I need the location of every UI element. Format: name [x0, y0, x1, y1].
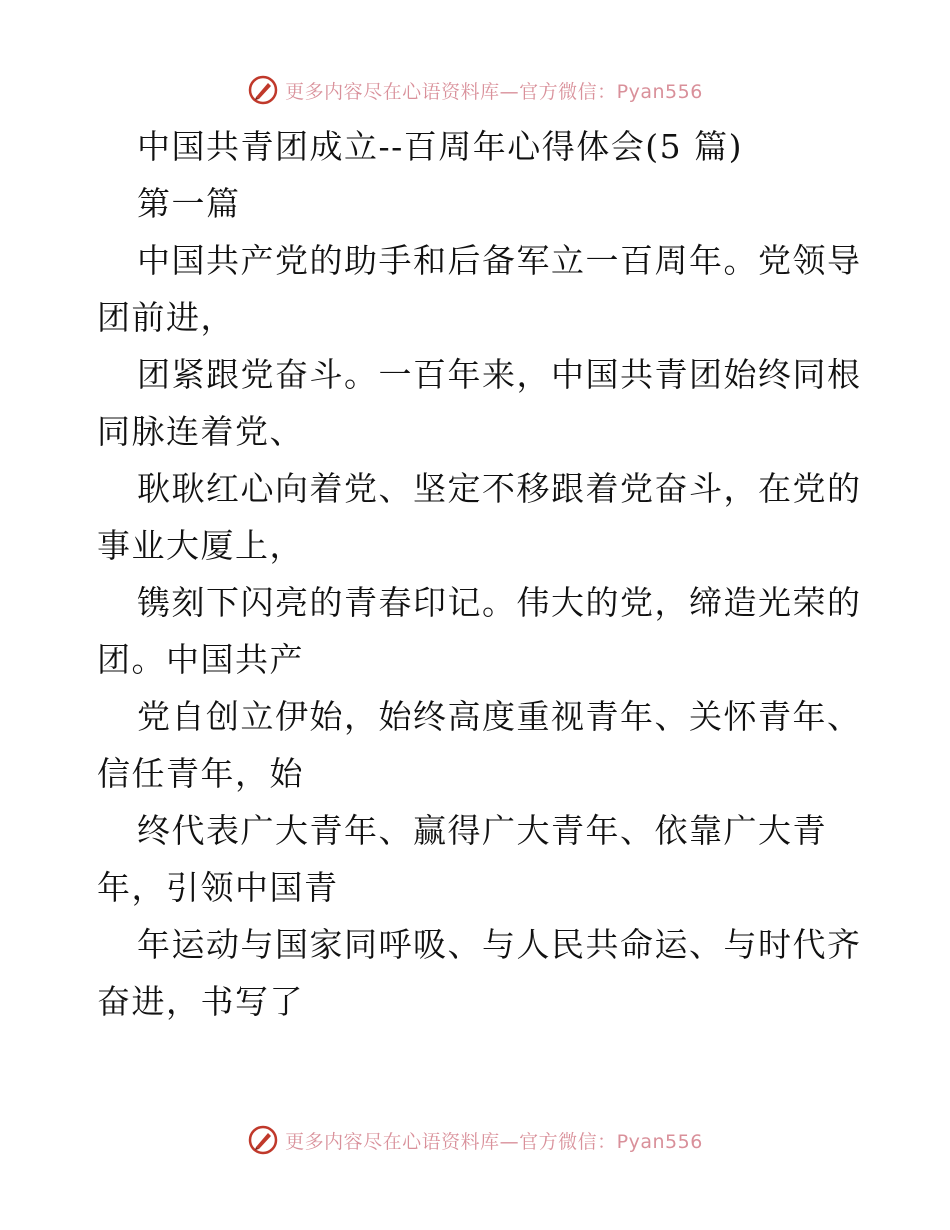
paragraph-line: 年，引领中国青	[97, 868, 339, 907]
header-watermark	[0, 70, 950, 110]
section-heading: 第一篇	[137, 184, 241, 223]
paragraph-line: 中国共产党的助手和后备军立一百周年。党领导	[137, 241, 862, 280]
paragraph-line: 党自创立伊始，始终高度重视青年、关怀青年、	[137, 697, 862, 736]
paragraph-line: 团。中国共产	[97, 640, 304, 679]
footer-watermark	[0, 1120, 950, 1160]
paragraph-line: 信任青年，始	[97, 754, 304, 793]
paragraph-line: 耿耿红心向着党、坚定不移跟着党奋斗，在党的	[137, 469, 862, 508]
pen-logo-icon	[247, 74, 279, 106]
paragraph-line: 终代表广大青年、赢得广大青年、依靠广大青	[137, 811, 827, 850]
paragraph-line: 团紧跟党奋斗。一百年来，中国共青团始终同根	[137, 355, 862, 394]
watermark-text: 更多内容尽在心语资料库—官方微信：Pyan556	[285, 80, 703, 103]
document-body	[97, 118, 862, 1030]
paragraph-line: 镌刻下闪亮的青春印记。伟大的党，缔造光荣的	[137, 583, 862, 622]
paragraph-line: 年运动与国家同呼吸、与人民共命运、与时代齐	[137, 925, 862, 964]
pen-logo-icon	[247, 1124, 279, 1156]
paragraph-line: 奋进，书写了	[97, 982, 304, 1021]
document-title: 中国共青团成立--百周年心得体会(5 篇)	[137, 127, 744, 166]
paragraph-line: 事业大厦上，	[97, 526, 304, 565]
paragraph-line: 团前进，	[97, 298, 235, 337]
paragraph-line: 同脉连着党、	[97, 412, 304, 451]
watermark-text: 更多内容尽在心语资料库—官方微信：Pyan556	[285, 1130, 703, 1153]
